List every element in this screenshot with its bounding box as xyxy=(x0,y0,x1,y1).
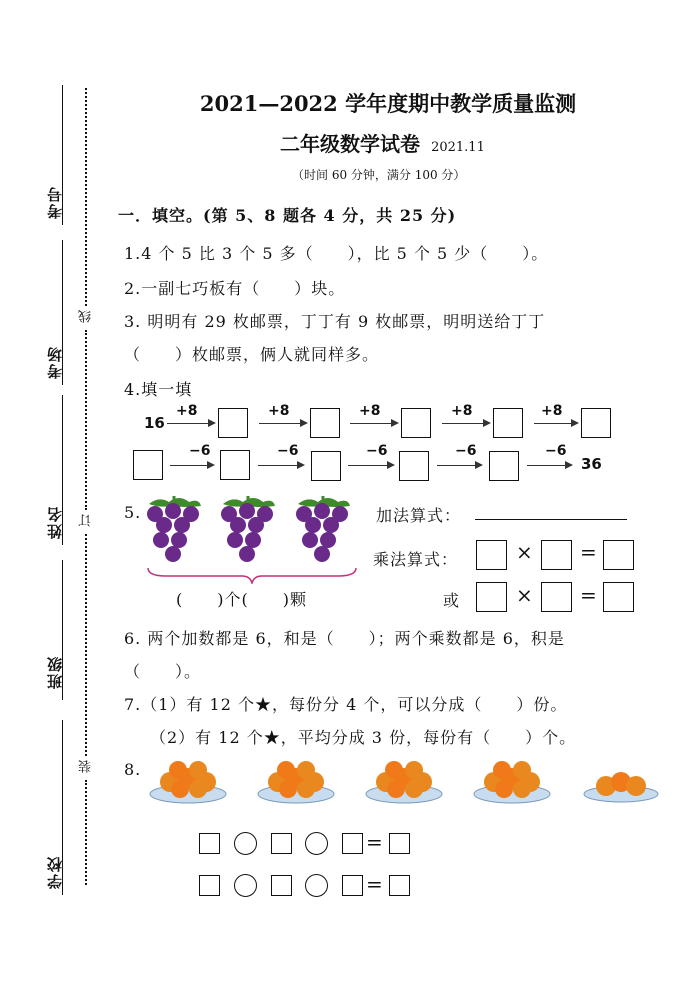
times-sign: × xyxy=(516,540,533,564)
grape-bunch-3 xyxy=(292,494,354,566)
equals-sign: = xyxy=(366,830,383,854)
grape-bunch-1 xyxy=(143,494,205,566)
chain-arrow xyxy=(170,465,213,466)
seal-label-zhuang: 装 xyxy=(79,758,94,773)
chain-label-plus: +8 xyxy=(541,403,563,419)
answer-box[interactable] xyxy=(581,408,611,438)
question-6-line2: （ ）。 xyxy=(124,662,202,681)
section-heading: 一．填空。(第 5、8 题各 4 分，共 25 分) xyxy=(118,206,457,225)
chain-arrow xyxy=(437,465,481,466)
operator-circle[interactable] xyxy=(305,832,328,855)
operator-circle[interactable] xyxy=(234,874,257,897)
chain-label-minus: −6 xyxy=(189,443,211,459)
seal-label-ding: 订 xyxy=(79,512,94,527)
equals-sign: = xyxy=(580,583,597,607)
chain-label-minus: −6 xyxy=(455,443,477,459)
question-6-line1: 6. 两个加数都是 6，和是（ ）；两个乘数都是 6，积是 xyxy=(124,629,565,648)
seal-dotted-line-3 xyxy=(85,534,87,756)
exam-note: （时间 60 分钟，满分 100 分） xyxy=(292,168,466,182)
label-room: 考场 xyxy=(46,345,64,379)
addition-label: 加法算式： xyxy=(376,506,462,525)
grape-bunch-2 xyxy=(217,494,279,566)
answer-box[interactable] xyxy=(541,582,572,612)
question-3-line2: （ ）枚邮票，俩人就同样多。 xyxy=(124,345,380,364)
answer-box[interactable] xyxy=(133,450,163,480)
answer-box[interactable] xyxy=(389,875,410,896)
answer-box[interactable] xyxy=(342,833,363,854)
chain-label-plus: +8 xyxy=(176,403,198,419)
times-sign: × xyxy=(516,583,533,607)
question-4: 4.填一填 xyxy=(124,380,193,399)
answer-box[interactable] xyxy=(389,833,410,854)
chain-label-minus: −6 xyxy=(277,443,299,459)
chain-arrow xyxy=(442,423,489,424)
exam-title: 2021—2022 学年度期中教学质量监测 xyxy=(199,91,577,116)
seal-dotted-line-4 xyxy=(85,780,87,885)
exam-date: 2021.11 xyxy=(431,140,485,155)
chain-arrow xyxy=(534,423,577,424)
orange-plate-5 xyxy=(582,768,660,806)
equals-sign: = xyxy=(366,872,383,896)
answer-box[interactable] xyxy=(399,451,429,481)
answer-box[interactable] xyxy=(541,540,572,570)
answer-box[interactable] xyxy=(603,582,634,612)
answer-box[interactable] xyxy=(220,450,250,480)
orange-plate-4 xyxy=(472,758,552,806)
chain-arrow xyxy=(167,423,214,424)
operator-circle[interactable] xyxy=(305,874,328,897)
answer-box[interactable] xyxy=(311,451,341,481)
answer-box[interactable] xyxy=(271,875,292,896)
label-exam-no: 考号 xyxy=(46,185,64,219)
question-7-part1: 7.（1）有 12 个★，每份分 4 个，可以分成（ ）份。 xyxy=(124,695,568,714)
chain-arrow xyxy=(258,465,303,466)
orange-plate-3 xyxy=(364,758,444,806)
or-label: 或 xyxy=(443,591,461,610)
question-2: 2.一副七巧板有（ ）块。 xyxy=(124,279,346,298)
chain-arrow xyxy=(348,465,393,466)
operator-circle[interactable] xyxy=(234,832,257,855)
exam-subtitle-row xyxy=(280,128,485,157)
answer-box[interactable] xyxy=(476,582,507,612)
grape-count-label xyxy=(176,587,307,610)
chain-label-plus: +8 xyxy=(268,403,290,419)
groups-blank: ( )个 xyxy=(176,590,242,609)
seal-dotted-line-1 xyxy=(85,88,87,306)
chain-arrow xyxy=(527,465,571,466)
chain-label-plus: +8 xyxy=(359,403,381,419)
question-8-number: 8. xyxy=(124,760,142,779)
label-school: 学校 xyxy=(46,855,64,889)
chain-label-minus: −6 xyxy=(545,443,567,459)
seal-dotted-line-2 xyxy=(85,330,87,510)
question-3-line1: 3. 明明有 29 枚邮票，丁丁有 9 枚邮票，明明送给丁丁 xyxy=(124,312,546,331)
question-1: 1.4 个 5 比 3 个 5 多（ ），比 5 个 5 少（ ）。 xyxy=(124,244,549,263)
answer-box[interactable] xyxy=(476,540,507,570)
answer-box[interactable] xyxy=(493,408,523,438)
equals-sign: = xyxy=(580,540,597,564)
answer-box[interactable] xyxy=(199,833,220,854)
per-group-blank: ( )颗 xyxy=(241,590,307,609)
chain-end-number: 36 xyxy=(581,455,602,473)
exam-subtitle: 二年级数学试卷 xyxy=(280,132,420,156)
grape-group-brace xyxy=(146,566,358,584)
chain-label-minus: −6 xyxy=(366,443,388,459)
seal-label-line: 线 xyxy=(79,308,94,323)
orange-plate-2 xyxy=(256,758,336,806)
answer-box[interactable] xyxy=(271,833,292,854)
answer-box[interactable] xyxy=(603,540,634,570)
label-name: 姓名 xyxy=(46,505,64,539)
question-7-part2: （2）有 12 个★，平均分成 3 份，每份有（ ）个。 xyxy=(150,728,577,747)
chain-label-plus: +8 xyxy=(451,403,473,419)
chain-arrow xyxy=(259,423,306,424)
addition-answer-line[interactable] xyxy=(475,519,627,520)
answer-box[interactable] xyxy=(218,408,248,438)
answer-box[interactable] xyxy=(489,451,519,481)
question-5-number: 5. xyxy=(124,503,142,522)
multiplication-label: 乘法算式： xyxy=(373,550,459,569)
answer-box[interactable] xyxy=(199,875,220,896)
label-class: 班级 xyxy=(46,655,64,689)
orange-plate-1 xyxy=(148,758,228,806)
chain-start-number: 16 xyxy=(144,414,165,432)
answer-box[interactable] xyxy=(342,875,363,896)
chain-arrow xyxy=(350,423,397,424)
answer-box[interactable] xyxy=(310,408,340,438)
answer-box[interactable] xyxy=(401,408,431,438)
